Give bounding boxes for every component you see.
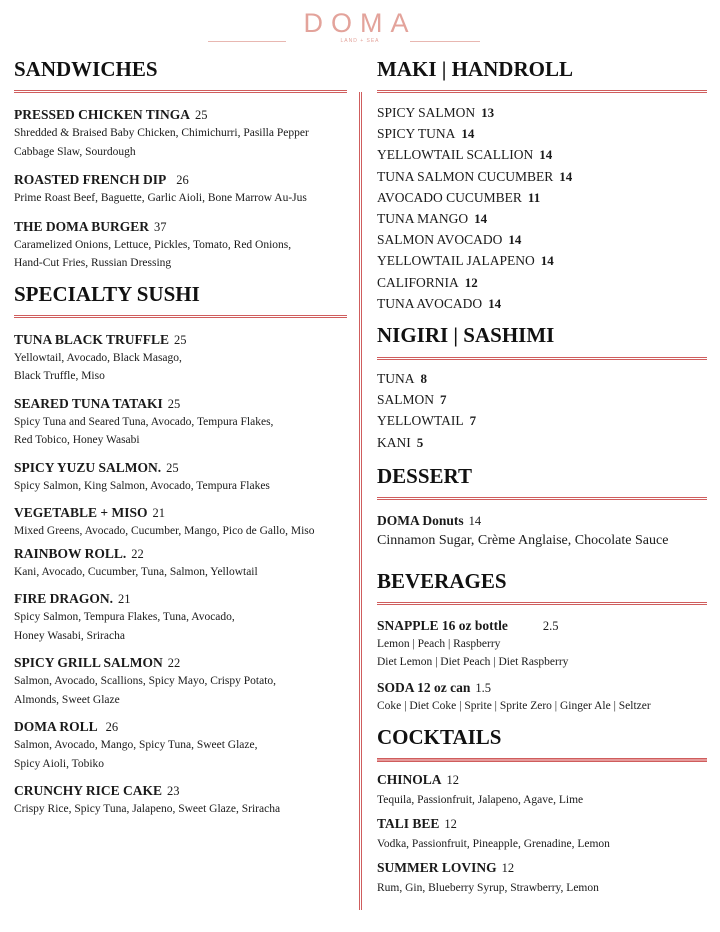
maki-list [377, 102, 707, 314]
item-name: SALMON [377, 392, 435, 408]
item-name: FIRE DRAGON. [14, 591, 114, 606]
menu-item [14, 590, 347, 645]
section-title-cocktails: COCKTAILS [377, 725, 502, 750]
item-name: SPICY YUZU SALMON. [14, 459, 162, 475]
item-description: Rum, Gin, Blueberry Syrup, Strawberry, Lemon [377, 882, 599, 895]
menu-item [14, 459, 347, 496]
item-description: Spicy Tuna and Seared Tuna, Avocado, Tempura Flakes, [14, 415, 274, 428]
item-name: SPICY TUNA [377, 126, 456, 142]
menu-item [14, 504, 347, 541]
section-title-sandwiches: SANDWICHES [14, 57, 158, 81]
menu-item [14, 395, 347, 450]
menu-item [14, 654, 347, 709]
item-price: 7 [440, 392, 447, 408]
item-name: DOMA ROLL [14, 719, 98, 734]
item-description: Red Tobico, Honey Wasabi [14, 434, 140, 446]
menu-item [377, 389, 707, 410]
brand-tagline: LAND + SEA [340, 38, 380, 44]
menu-item [377, 815, 707, 855]
item-description: Salmon, Avocado, Scallions, Spicy Mayo, Crispy Potato, [14, 675, 277, 687]
item-description: Spicy Salmon, Tempura Flakes, Tuna, Avocado, [14, 611, 235, 623]
menu-item [14, 106, 347, 161]
section-title-dessert: DESSERT [377, 463, 472, 488]
item-price: 23 [167, 784, 180, 798]
item-price: 26 [176, 173, 189, 187]
brand-name: DOMA [303, 8, 417, 38]
menu-item [377, 187, 707, 208]
item-description: Caramelized Onions, Lettuce, Pickles, Tomato, Red Onions, [14, 238, 292, 251]
item-description: Crispy Rice, Spicy Tuna, Jalapeno, Sweet Glaze, Sriracha [14, 803, 281, 815]
item-price: 14 [461, 126, 475, 142]
brand-logo [0, 8, 720, 44]
item-name: YELLOWTAIL SCALLION [377, 147, 534, 163]
item-description: Cinnamon Sugar, Crème Anglaise, Chocolate Sauce [377, 532, 669, 548]
item-price: 1.5 [475, 680, 492, 695]
item-price: 14 [468, 513, 482, 528]
item-price: 25 [174, 332, 187, 347]
item-price: 2.5 [542, 618, 559, 633]
item-price: 25 [167, 396, 181, 411]
menu-item [377, 512, 707, 552]
menu-item [14, 718, 347, 773]
item-name: PRESSED CHICKEN TINGA [14, 107, 191, 122]
nigiri-list [377, 368, 707, 453]
item-price: 5 [416, 434, 424, 450]
item-description: Spicy Salmon, King Salmon, Avocado, Tempura Flakes [14, 479, 270, 492]
item-price: 14 [474, 211, 488, 227]
menu-item [377, 166, 707, 187]
item-name: TUNA [377, 371, 415, 387]
item-price: 12 [501, 861, 515, 876]
menu-item [14, 171, 347, 208]
item-price: 12 [444, 817, 457, 832]
item-price: 25 [166, 460, 179, 475]
item-name: TUNA MANGO [377, 211, 469, 227]
item-price: 14 [488, 295, 502, 311]
section-title-specialty-sushi: SPECIALTY SUSHI [14, 281, 200, 306]
item-description: Shredded & Braised Baby Chicken, Chimichurri, Pasilla Pepper [14, 127, 309, 139]
item-description: Salmon, Avocado, Mango, Spicy Tuna, Sweet Glaze, [14, 739, 258, 751]
menu-item [377, 102, 707, 123]
item-description: Yellowtail, Avocado, Black Masago, [14, 351, 182, 364]
menu-item [377, 123, 707, 144]
item-name: TUNA SALMON CUCUMBER [377, 168, 554, 184]
item-description: Honey Wasabi, Sriracha [14, 629, 125, 642]
item-price: 25 [195, 108, 208, 122]
item-name: KANI [377, 434, 411, 450]
item-name: SPICY SALMON [377, 105, 476, 120]
menu-item [377, 859, 707, 899]
menu-item [377, 368, 707, 389]
menu-item [377, 250, 707, 271]
item-description: Almonds, Sweet Glaze [14, 693, 120, 706]
menu-item [377, 272, 707, 293]
item-name: DOMA Donuts [377, 512, 464, 528]
item-price: 13 [481, 105, 495, 120]
item-name: YELLOWTAIL [377, 413, 464, 429]
item-price: 22 [131, 546, 144, 561]
item-name: RAINBOW ROLL. [14, 545, 127, 561]
left-column [14, 56, 347, 819]
item-description: Mixed Greens, Avocado, Cucumber, Mango, Pico de Gallo, Miso [14, 525, 315, 537]
item-name: AVOCADO CUCUMBER [377, 189, 522, 205]
item-price: 7 [469, 413, 477, 429]
item-name: TALI BEE [377, 816, 440, 832]
item-description: Prime Roast Beef, Baguette, Garlic Aioli, Bone Marrow Au-Jus [14, 192, 307, 204]
menu-item [14, 545, 347, 582]
item-price: 26 [105, 720, 119, 734]
item-description: Lemon | Peach | Raspberry [377, 637, 501, 650]
item-name: TUNA BLACK TRUFFLE [14, 331, 170, 347]
item-price: 21 [152, 506, 165, 520]
item-description: Vodka, Passionfruit, Pineapple, Grenadine, Lemon [377, 838, 610, 851]
item-description: Black Truffle, Miso [14, 370, 105, 382]
menu-item [377, 208, 707, 229]
menu-item [14, 331, 347, 386]
menu-item [377, 229, 707, 250]
item-name: SEARED TUNA TATAKI [14, 395, 163, 411]
section-title-maki: MAKI | HANDROLL [377, 57, 573, 81]
menu-item [377, 293, 707, 314]
menu-item [14, 218, 347, 273]
item-description: Coke | Diet Coke | Sprite | Sprite Zero | Ginger Ale | Seltzer [377, 699, 651, 712]
item-name: SPICY GRILL SALMON [14, 655, 163, 670]
column-divider [359, 92, 362, 910]
item-description: Diet Lemon | Diet Peach | Diet Raspberry [377, 656, 569, 669]
item-price: 37 [154, 219, 167, 234]
item-name: SUMMER LOVING [377, 860, 497, 876]
section-title-beverages: BEVERAGES [377, 568, 507, 593]
item-description: Hand-Cut Fries, Russian Dressing [14, 257, 172, 269]
section-title-nigiri: NIGIRI | SASHIMI [377, 323, 555, 348]
item-name: TUNA AVOCADO [377, 295, 483, 311]
item-price: 14 [540, 253, 554, 269]
item-name: ROASTED FRENCH DIP [14, 172, 167, 187]
item-price: 8 [420, 371, 427, 387]
menu-item [377, 679, 707, 716]
item-name: SODA 12 oz can [377, 679, 471, 695]
item-price: 11 [527, 189, 541, 205]
menu-item [377, 771, 707, 811]
menu-item [377, 410, 707, 431]
item-name: CHINOLA [377, 772, 442, 788]
item-name: VEGETABLE + MISO [14, 505, 148, 520]
menu-item [377, 432, 707, 453]
right-column [377, 56, 707, 899]
item-name: YELLOWTAIL JALAPENO [377, 253, 535, 269]
item-price: 14 [559, 168, 573, 184]
item-price: 12 [464, 274, 478, 290]
item-name: SNAPPLE 16 oz bottle [377, 617, 508, 633]
item-price: 22 [167, 656, 181, 670]
item-price: 21 [118, 592, 131, 606]
item-description: Spicy Aioli, Tobiko [14, 757, 105, 770]
item-name: THE DOMA BURGER [14, 218, 150, 234]
item-price: 12 [446, 773, 460, 788]
item-name: CRUNCHY RICE CAKE [14, 783, 163, 798]
item-description: Cabbage Slaw, Sourdough [14, 145, 136, 158]
item-description: Kani, Avocado, Cucumber, Tuna, Salmon, Yellowtail [14, 565, 258, 578]
item-price: 14 [539, 147, 553, 163]
menu-item [377, 144, 707, 165]
item-description: Tequila, Passionfruit, Jalapeno, Agave, Lime [377, 794, 584, 807]
item-name: CALIFORNIA [377, 274, 459, 290]
item-price: 14 [508, 232, 522, 248]
item-name: SALMON AVOCADO [377, 232, 503, 248]
menu-item [14, 782, 347, 819]
menu-item [377, 617, 707, 672]
